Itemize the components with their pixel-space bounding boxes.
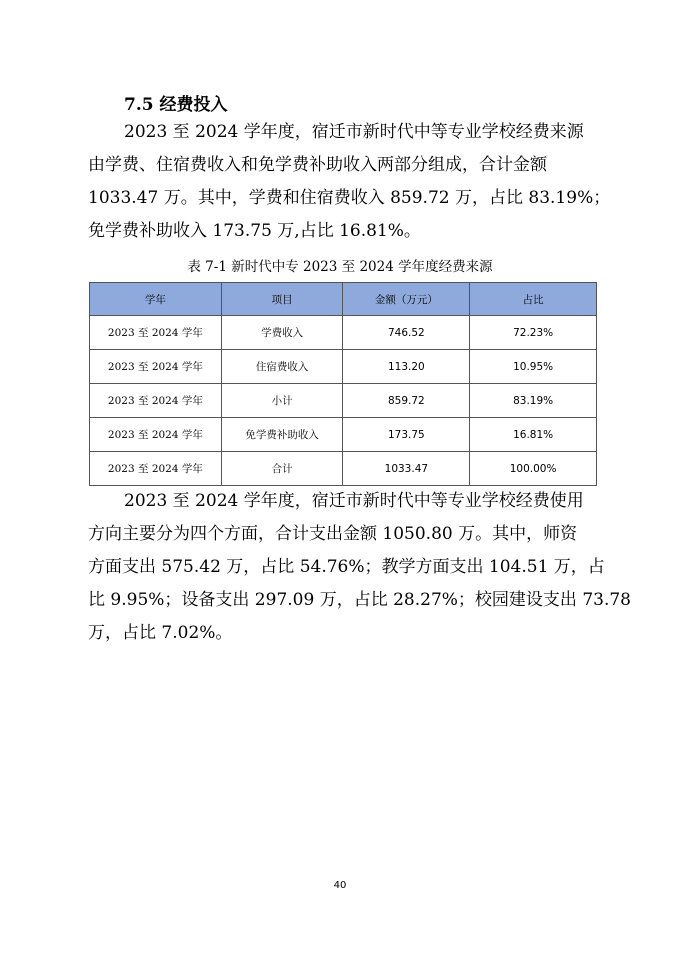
cell-amount: 859.72	[343, 384, 470, 418]
cell-share: 16.81%	[470, 418, 597, 452]
table-row	[90, 350, 597, 384]
table-row	[90, 316, 597, 350]
paragraph-line: 免学费补助收入 173.75 万,占比 16.81%。	[88, 221, 421, 241]
funding-source-paragraph	[88, 116, 611, 248]
table-row	[90, 452, 597, 486]
page-number: 40	[333, 880, 347, 891]
paragraph-line: 1033.47 万。其中，学费和住宿费收入 859.72 万，占比 83.19%；	[88, 188, 611, 208]
cell-amount: 173.75	[343, 418, 470, 452]
cell-share: 72.23%	[470, 316, 597, 350]
paragraph-line: 由学费、住宿费收入和免学费补助收入两部分组成，合计金额	[88, 155, 547, 175]
cell-year: 2023 至 2024 学年	[90, 452, 222, 486]
cell-year: 2023 至 2024 学年	[90, 350, 222, 384]
paragraph-line: 万，占比 7.02%。	[88, 623, 233, 643]
cell-item: 免学费补助收入	[221, 418, 343, 452]
table-row	[90, 384, 597, 418]
cell-year: 2023 至 2024 学年	[90, 418, 222, 452]
paragraph-line: 方向主要分为四个方面，合计支出金额 1050.80 万。其中，师资	[88, 524, 578, 544]
cell-amount: 113.20	[343, 350, 470, 384]
cell-share: 10.95%	[470, 350, 597, 384]
table-row	[90, 418, 597, 452]
paragraph-line: 2023 至 2024 学年度，宿迁市新时代中等专业学校经费来源	[124, 122, 584, 142]
cell-year: 2023 至 2024 学年	[90, 384, 222, 418]
cell-amount: 746.52	[343, 316, 470, 350]
header-share: 占比	[470, 283, 597, 316]
funding-source-table	[89, 282, 597, 486]
paragraph-line: 比 9.95%；设备支出 297.09 万，占比 28.27%；校园建设支出 73.78	[88, 590, 631, 610]
funding-usage-paragraph	[88, 485, 631, 650]
table-caption: 表 7-1 新时代中专 2023 至 2024 学年度经费来源	[187, 259, 493, 275]
cell-item: 小计	[221, 384, 343, 418]
cell-item: 学费收入	[221, 316, 343, 350]
cell-amount: 1033.47	[343, 452, 470, 486]
cell-share: 100.00%	[470, 452, 597, 486]
table-header-row	[90, 283, 597, 316]
cell-share: 83.19%	[470, 384, 597, 418]
cell-item: 住宿费收入	[221, 350, 343, 384]
header-item: 项目	[221, 283, 343, 316]
cell-year: 2023 至 2024 学年	[90, 316, 222, 350]
cell-item: 合计	[221, 452, 343, 486]
section-heading: 7.5 经费投入	[124, 95, 228, 115]
header-year: 学年	[90, 283, 222, 316]
paragraph-line: 2023 至 2024 学年度，宿迁市新时代中等专业学校经费使用	[124, 491, 584, 511]
paragraph-line: 方面支出 575.42 万，占比 54.76%；教学方面支出 104.51 万，占	[88, 557, 605, 577]
header-amount: 金额（万元）	[343, 283, 470, 316]
